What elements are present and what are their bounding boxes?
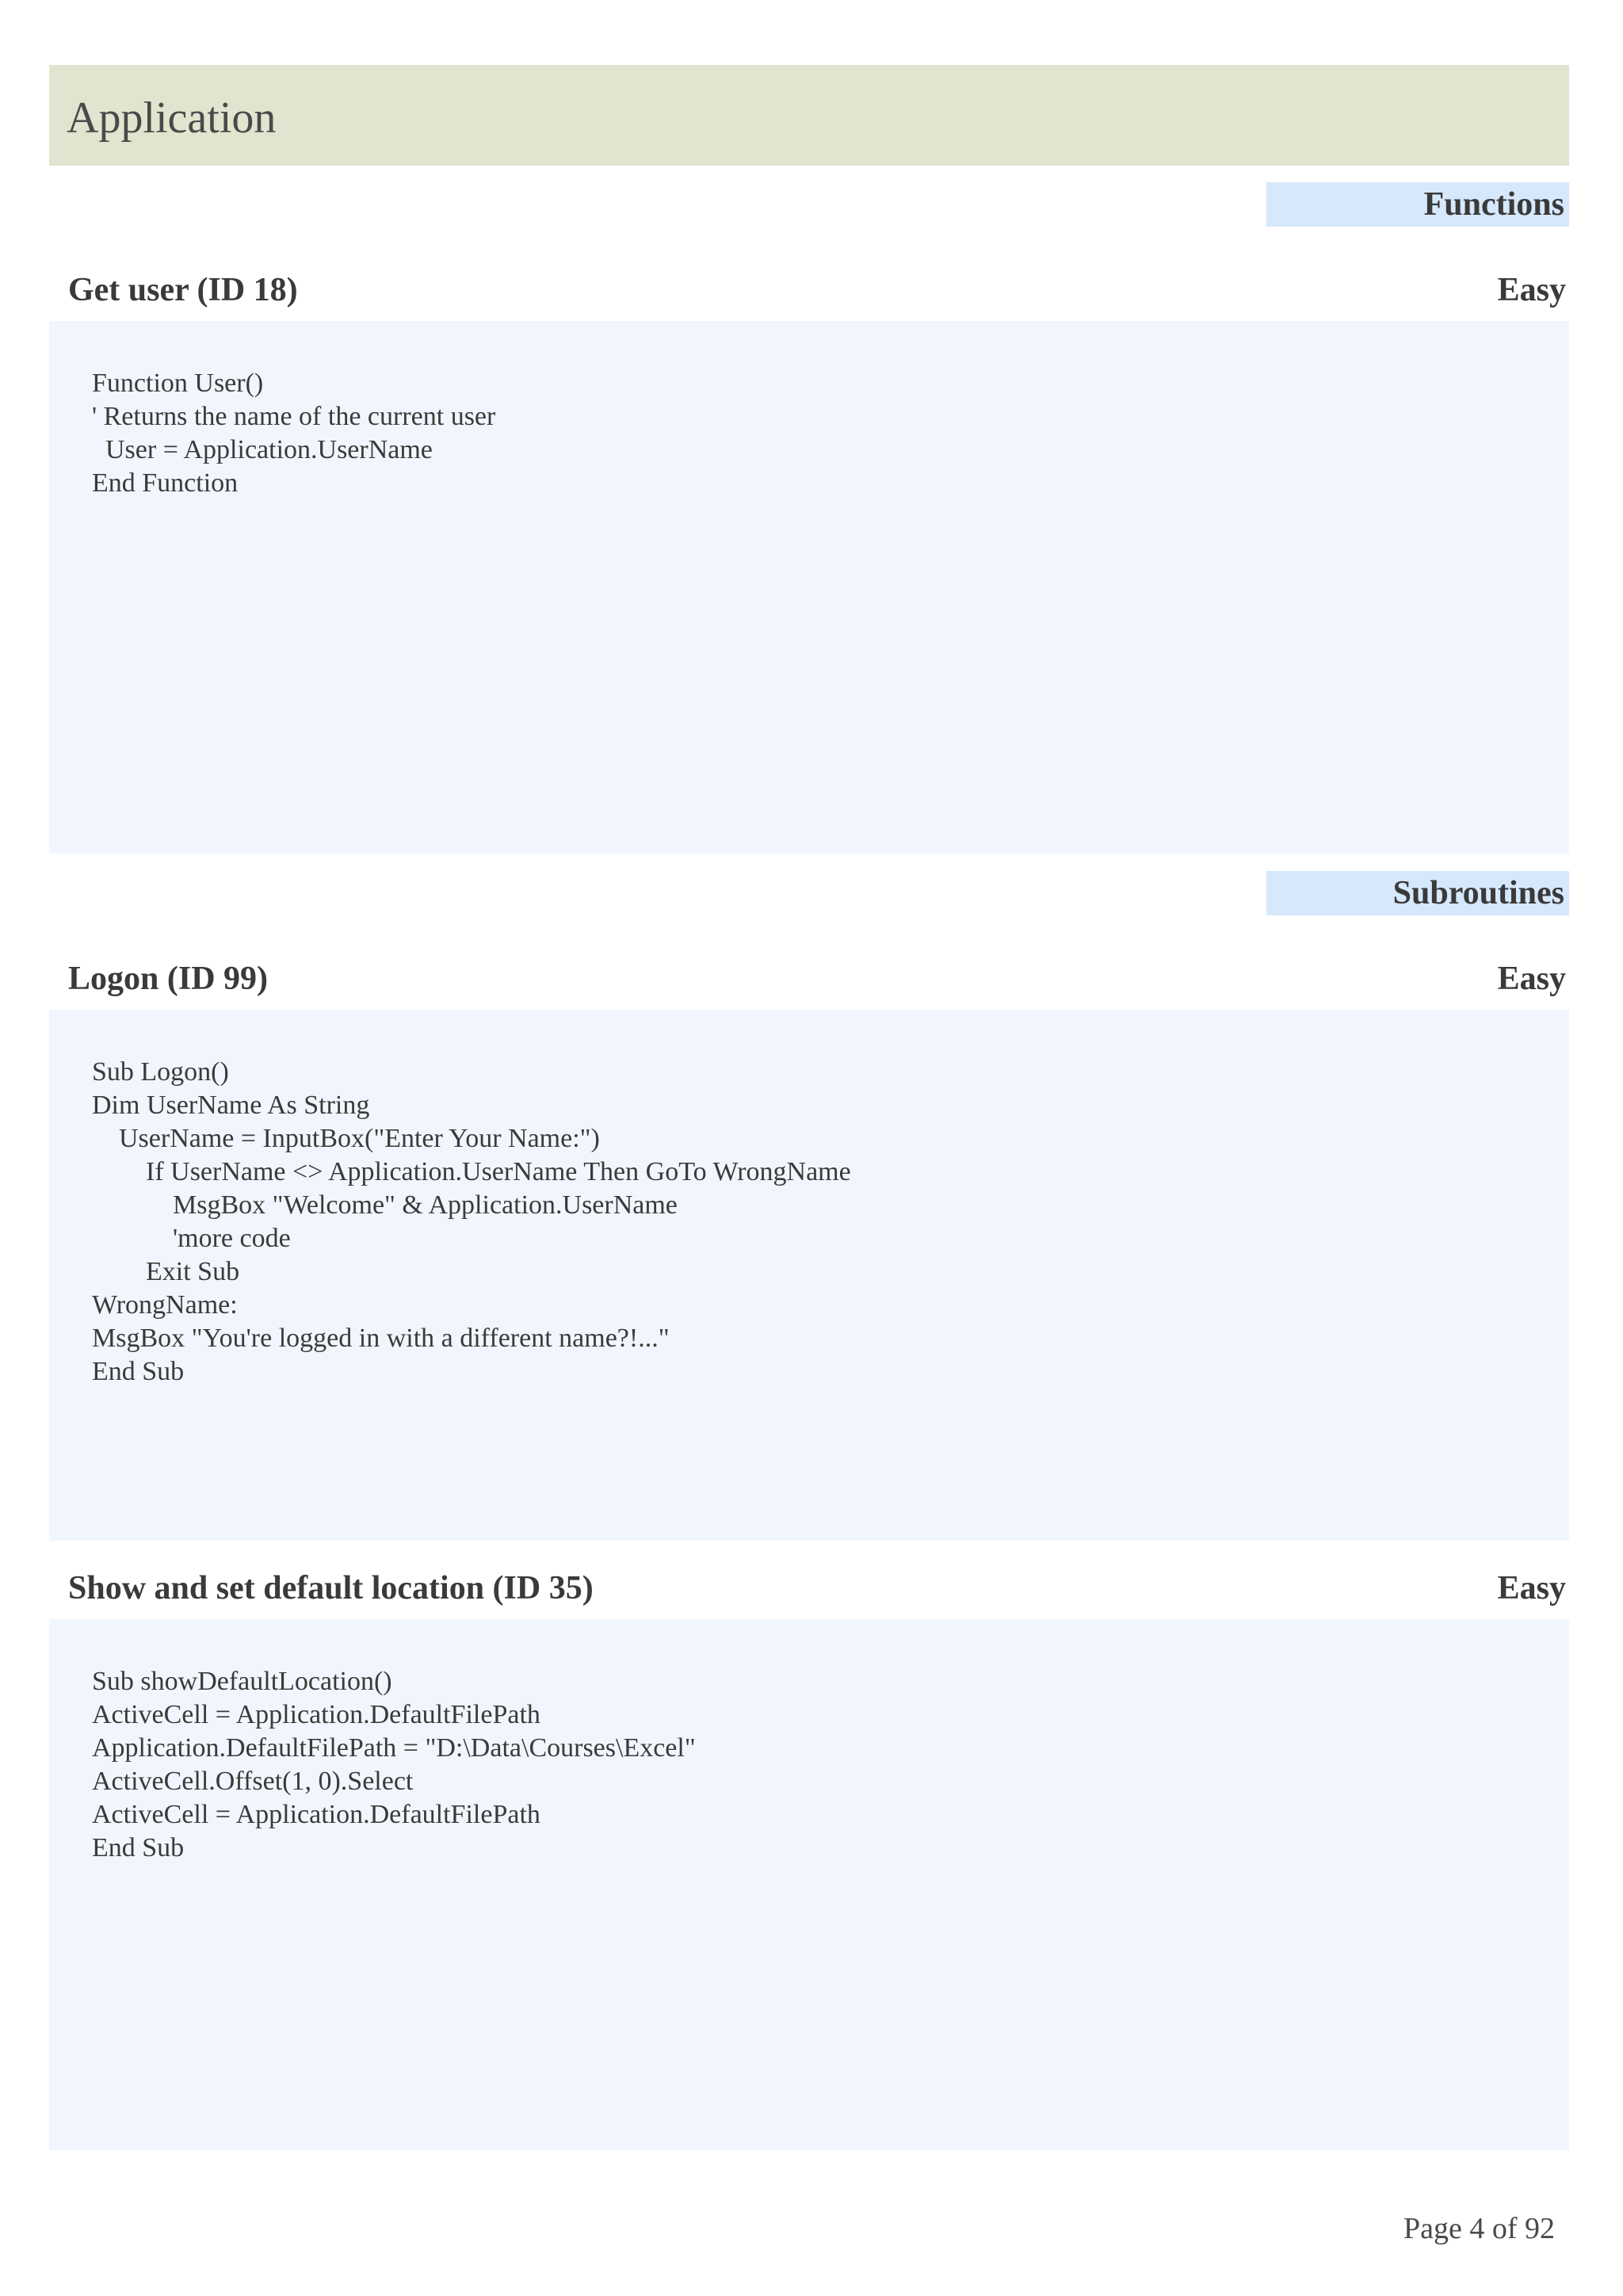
code-line: ActiveCell.Offset(1, 0).Select bbox=[92, 1767, 414, 1796]
code-line: Dim UserName As String bbox=[92, 1091, 370, 1120]
page-title-bar bbox=[49, 65, 1569, 166]
code-line: Sub showDefaultLocation() bbox=[92, 1667, 392, 1696]
code-line: Exit Sub bbox=[92, 1257, 240, 1286]
item-title: Logon (ID 99) bbox=[68, 961, 269, 997]
code-block bbox=[49, 321, 1569, 854]
difficulty-label: Easy bbox=[1497, 1570, 1566, 1606]
difficulty-label: Easy bbox=[1497, 272, 1566, 308]
difficulty-label: Easy bbox=[1497, 961, 1566, 997]
category-label-subroutines: Subroutines bbox=[1266, 871, 1569, 915]
item-header bbox=[68, 1572, 1566, 1605]
code-line: ActiveCell = Application.DefaultFilePath bbox=[92, 1700, 540, 1729]
code-line: ActiveCell = Application.DefaultFilePath bbox=[92, 1800, 540, 1829]
item-header bbox=[68, 273, 1566, 307]
code-line: ' Returns the name of the current user bbox=[92, 402, 496, 431]
code-line: 'more code bbox=[92, 1224, 291, 1253]
code-line: Sub Logon() bbox=[92, 1057, 229, 1087]
category-label-functions: Functions bbox=[1266, 182, 1569, 227]
code-line: MsgBox "You're logged in with a different name?!..." bbox=[92, 1324, 670, 1353]
code-line: End Function bbox=[92, 468, 239, 498]
code-line: Function User() bbox=[92, 369, 264, 398]
code-block bbox=[49, 1619, 1569, 2150]
code-line: UserName = InputBox("Enter Your Name:") bbox=[92, 1124, 600, 1153]
code-line: End Sub bbox=[92, 1357, 185, 1386]
code-line: End Sub bbox=[92, 1833, 185, 1862]
code-line: Application.DefaultFilePath = "D:\Data\Courses\Excel" bbox=[92, 1733, 696, 1763]
item-title: Get user (ID 18) bbox=[68, 272, 298, 308]
page-title: Application bbox=[67, 93, 277, 143]
code-line: MsgBox "Welcome" & Application.UserName bbox=[92, 1190, 678, 1220]
item-title: Show and set default location (ID 35) bbox=[68, 1570, 594, 1606]
code-block bbox=[49, 1010, 1569, 1541]
page-number: Page 4 of 92 bbox=[1403, 2212, 1555, 2245]
code-line: User = Application.UserName bbox=[92, 435, 433, 464]
code-line: WrongName: bbox=[92, 1290, 238, 1320]
item-header bbox=[68, 962, 1566, 995]
code-line: If UserName <> Application.UserName Then GoTo WrongName bbox=[92, 1157, 851, 1186]
